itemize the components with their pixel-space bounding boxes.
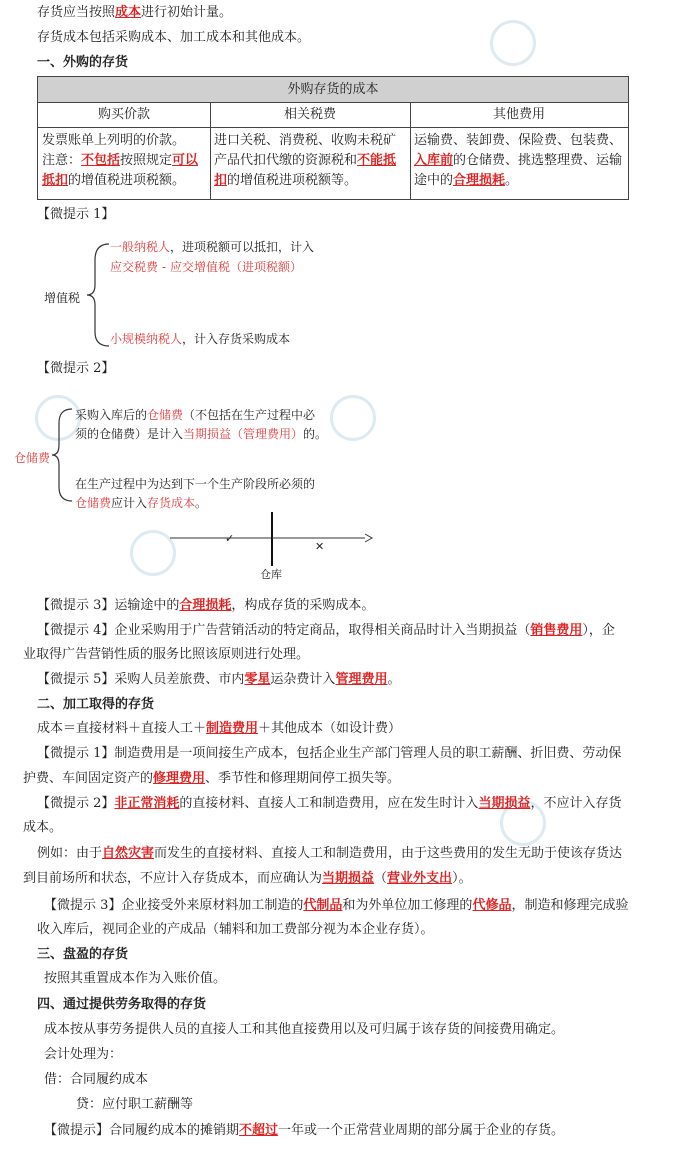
highlight: 制造费用	[206, 721, 259, 736]
text: 【微提示 5】采购人员差旅费、市内	[37, 672, 245, 687]
text: （	[374, 871, 388, 886]
highlight: 管理费用	[335, 672, 388, 687]
text: 。	[195, 496, 208, 510]
watermark-logo-icon	[490, 20, 536, 66]
highlight: 零星	[244, 672, 271, 687]
s2-tip-1-line-1: 【微提示 1】制造费用是一项间接生产成本，包括企业生产部门管理人员的职工薪酬、折旧费、劳动保	[37, 746, 622, 761]
watermark-logo-icon	[330, 395, 376, 441]
s2-tip-3-line-1	[44, 897, 628, 915]
text: 进行初始计量。	[141, 5, 233, 20]
text: 一般纳税人	[110, 240, 171, 254]
text: 的。	[303, 427, 328, 441]
cost-formula	[37, 720, 401, 738]
diagram-branch-bottom	[110, 330, 290, 348]
highlight: 当期损益	[322, 871, 375, 886]
diagram-root: 增值税	[44, 291, 81, 305]
text: 发票账单上列明的价款。	[42, 133, 186, 148]
tip-5	[37, 671, 400, 689]
text: 运杂费计入	[270, 672, 336, 687]
warehouse-label: 仓库	[260, 568, 282, 581]
text: 到目前场所和状态，不应计入存货成本，而应确认为	[23, 871, 323, 886]
text: ），企	[582, 623, 615, 638]
s4-debit-entry: 借：合同履约成本	[44, 1072, 149, 1087]
text: 的仓储费、挑选整理费、运输途中的	[414, 153, 623, 188]
purchase-cost-table	[37, 76, 629, 200]
text: 按照规定	[120, 153, 173, 168]
section-3-title: 三、盘盈的存货	[37, 947, 129, 962]
highlight: 自然灾害	[102, 846, 155, 861]
table-header: 外购存货的成本	[38, 77, 628, 103]
col-header-tax: 相关税费	[210, 102, 410, 128]
highlight: 成本	[115, 5, 142, 20]
text: 仓储费	[75, 496, 112, 510]
text: 【微提示 3】企业接受外来原材料加工制造的	[44, 898, 304, 913]
s2-tip-3-line-2: 收入库后，视同企业的产成品（辅料和加工费部分视为本企业存货）。	[37, 922, 434, 937]
highlight: 销售费用	[530, 623, 583, 638]
text: 须的仓储费）是计入	[75, 427, 184, 441]
cross-icon: ✕	[315, 540, 325, 553]
text: ，不应计入存货	[530, 796, 622, 811]
storage-branch-a-1	[75, 406, 315, 424]
highlight: 营业外支出	[387, 871, 453, 886]
highlight: 非正常消耗	[114, 796, 180, 811]
highlight: 不能抵扣	[214, 153, 397, 188]
text: 【微提示】合同履约成本的摊销期	[44, 1123, 240, 1138]
text: 。	[505, 173, 519, 188]
text: 、季节性和修理期间停工损失等。	[205, 771, 401, 786]
section-2-title: 二、加工取得的存货	[37, 697, 155, 712]
text: （不包括在生产过程中必	[183, 408, 316, 422]
cell-price	[38, 129, 210, 193]
text: 采购入库后的	[75, 408, 148, 422]
text: 例如：由于	[37, 846, 103, 861]
cell-other	[410, 129, 628, 193]
text: 进口关税、消费税、收购未税矿产品代扣代缴的资源税和	[214, 133, 397, 168]
highlight: 可以抵扣	[42, 153, 199, 188]
highlight: 不超过	[239, 1123, 279, 1138]
highlight: 代修品	[472, 898, 512, 913]
text: 和为外单位加工修理的	[342, 898, 473, 913]
storage-branch-b-1: 在生产过程中为达到下一个生产阶段所必须的	[75, 477, 316, 491]
warehouse-timeline	[170, 508, 380, 573]
text: 【微提示 3】运输途中的	[37, 598, 180, 613]
text: 一年或一个正常营业周期的部分属于企业的存货。	[278, 1123, 565, 1138]
text: 的增值税进项税额等。	[227, 173, 358, 188]
text: ，构成存货的采购成本。	[231, 598, 375, 613]
text: 仓储费	[147, 408, 184, 422]
brace-icon	[50, 405, 76, 505]
s3-text: 按照其重置成本作为入账价值。	[44, 971, 227, 986]
highlight: 代制品	[303, 898, 343, 913]
highlight: 合理损耗	[179, 598, 232, 613]
text: 注意：	[42, 153, 82, 168]
diagram-branch-mid: 应交税费 - 应交增值税（进项税额）	[110, 260, 302, 274]
highlight: 不包括	[81, 153, 121, 168]
tip-1-label: 【微提示 1】	[37, 207, 115, 222]
diagram-branch-top	[110, 238, 314, 256]
s4-tip	[44, 1122, 564, 1140]
intro-line-2: 存货成本包括采购成本、加工成本和其他成本。	[37, 30, 311, 45]
tip-3	[37, 597, 374, 615]
s4-text: 成本按从事劳务提供人员的直接人工和其他直接费用以及可归属于该存货的间接费用确定。	[44, 1022, 565, 1037]
text: 小规模纳税人	[110, 332, 183, 346]
text: ，计入存货采购成本	[182, 332, 291, 346]
text: 应计入	[111, 496, 148, 510]
s2-tip-2-line-1	[37, 795, 621, 813]
text: 【微提示 2】	[37, 796, 115, 811]
text: ）。	[452, 871, 472, 886]
text: 。	[387, 672, 401, 687]
text: 成本＝直接材料＋直接人工＋	[37, 721, 207, 736]
tip-2-label: 【微提示 2】	[37, 361, 115, 376]
text: 的直接材料、直接人工和制造费用，应在发生时计入	[179, 796, 479, 811]
section-1-title: 一、外购的存货	[37, 55, 129, 70]
storage-branch-a-2	[75, 425, 327, 443]
diagram-root: 仓储费	[14, 451, 51, 465]
text: 护费、车间固定资产的	[23, 771, 154, 786]
example-line-1	[37, 845, 622, 863]
example-line-2	[23, 870, 472, 888]
text: 运输费、装卸费、保险费、包装费、	[414, 133, 623, 148]
text: ，进项税额可以抵扣，计入	[170, 240, 315, 254]
s2-tip-2-line-2: 成本。	[23, 820, 63, 835]
col-header-price: 购买价款	[38, 102, 210, 128]
col-header-other: 其他费用	[410, 102, 628, 128]
highlight: 修理费用	[153, 771, 206, 786]
check-icon: ✓	[225, 532, 235, 545]
text: ，制造和修理完成验	[511, 898, 629, 913]
intro-line-1	[37, 4, 232, 22]
s2-tip-1-line-2	[23, 770, 400, 788]
tip-4-line-1	[37, 622, 615, 640]
tip-4-line-2: 业取得广告营销性质的服务比照该原则进行处理。	[23, 647, 310, 662]
s4-accounting-label: 会计处理为：	[44, 1047, 123, 1062]
highlight: 当期损益	[478, 796, 531, 811]
highlight: 合理损耗	[453, 173, 506, 188]
text: ＋其他成本（如设计费）	[258, 721, 402, 736]
text: 存货应当按照	[37, 5, 116, 20]
highlight: 入库前	[414, 153, 454, 168]
text: 存货成本	[147, 496, 196, 510]
section-4-title: 四、通过提供劳务取得的存货	[37, 997, 207, 1012]
text: 【微提示 4】企业采购用于广告营销活动的特定商品，取得相关商品时计入当期损益（	[37, 623, 531, 638]
cell-tax	[210, 129, 410, 193]
text: 而发生的直接材料、直接人工和制造费用，由于这些费用的发生无助于使该存货达	[154, 846, 623, 861]
text: 的增值税进项税额。	[68, 173, 186, 188]
s4-credit-entry: 贷：应付职工薪酬等	[76, 1097, 194, 1112]
text: 当期损益（管理费用）	[183, 427, 304, 441]
